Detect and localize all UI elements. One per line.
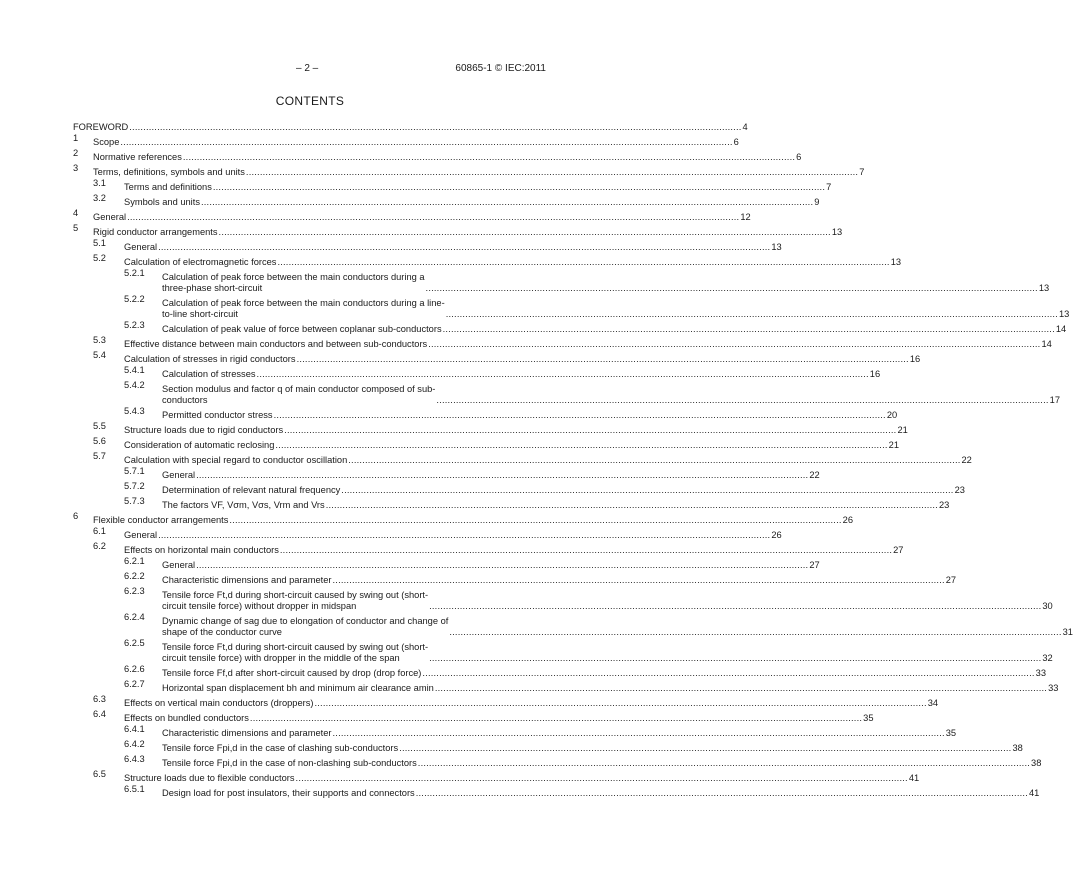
dot-leader: [196, 470, 808, 481]
toc-entry-title: General: [162, 560, 196, 570]
dot-leader: [250, 713, 862, 724]
dot-leader: [201, 197, 813, 208]
dot-leader: [129, 122, 741, 133]
dot-leader: [428, 339, 1040, 350]
toc-entry-page: 27: [945, 575, 957, 585]
toc-entry-page: 7: [859, 167, 865, 177]
dot-leader: [183, 152, 795, 163]
toc-entry-number: 6.4.3: [124, 754, 145, 764]
toc-entry-number: 5.2.1: [124, 268, 145, 278]
toc-entry-number: 5.4: [93, 350, 106, 360]
toc-entry-number: 4: [73, 208, 79, 218]
toc-entry-page: 17: [1049, 395, 1060, 405]
toc-entry-number: 6: [73, 511, 79, 521]
toc-entry-number: 1: [73, 133, 79, 143]
dot-leader: [443, 324, 1055, 335]
toc-entry-page: 22: [809, 470, 820, 480]
toc-entry[interactable]: [73, 178, 832, 193]
toc-entry-number: 6.5.1: [124, 784, 145, 794]
dot-leader: [348, 455, 960, 466]
toc-entry[interactable]: [73, 253, 902, 268]
dot-leader: [297, 354, 909, 365]
toc-entry-page: 27: [809, 560, 820, 570]
dot-leader: [341, 485, 953, 496]
toc-entry-page: 27: [893, 545, 904, 555]
toc-entry-title: General: [93, 212, 127, 222]
dot-leader: [429, 601, 1041, 612]
toc-entry-title: Effective distance between main conductors and between sub-conductors: [124, 339, 428, 349]
toc-entry-page: 26: [771, 530, 782, 540]
toc-entry-page: 7: [826, 182, 832, 192]
toc-entry[interactable]: [73, 496, 950, 511]
dot-leader: [280, 545, 892, 556]
toc-entry[interactable]: [73, 268, 1050, 294]
dot-leader: [246, 167, 858, 178]
toc-entry[interactable]: [73, 365, 881, 380]
toc-entry-number: 6.5: [93, 769, 106, 779]
toc-entry-number: 5.2: [93, 253, 106, 263]
toc-entry-title: Design load for post insulators, their supports and connectors: [162, 788, 415, 798]
dot-leader: [213, 182, 825, 193]
toc-entry-page: 35: [945, 728, 957, 738]
toc-entry-title: Terms and definitions: [124, 182, 212, 192]
toc-entry-number: 5.4.3: [124, 406, 145, 416]
dot-leader: [422, 668, 1034, 679]
page-title: CONTENTS: [275, 94, 345, 108]
toc-entry-number: 6.2.1: [124, 556, 145, 566]
toc-entry-page: 41: [1028, 788, 1040, 798]
toc-entry-page: 33: [1048, 683, 1059, 693]
toc-entry-title: Rigid conductor arrangements: [93, 227, 218, 237]
toc-entry-page: 13: [831, 227, 843, 237]
toc-entry-number: 5.7.1: [124, 466, 145, 476]
toc-entry-title: Structure loads due to rigid conductors: [124, 425, 284, 435]
toc-entry[interactable]: [73, 118, 748, 133]
dot-leader: [296, 773, 908, 784]
dot-leader: [449, 627, 1061, 638]
toc-entry[interactable]: [73, 481, 965, 496]
toc-entry-title: Tensile force Ft,d during short-circuit caused by swing out (short- circuit tensile force) with dropper in the middle of the span: [162, 642, 429, 663]
toc-entry-title: Calculation of stresses in rigid conductors: [124, 354, 296, 364]
toc-entry-title: Calculation of stresses: [162, 369, 256, 379]
toc-entry[interactable]: [73, 193, 820, 208]
toc-entry[interactable]: [73, 380, 1060, 406]
toc-entry-title: Horizontal span displacement bh and minimum air clearance amin: [162, 683, 434, 693]
toc-entry-page: 6: [796, 152, 802, 162]
toc-entry[interactable]: [73, 526, 782, 541]
toc-entry[interactable]: [73, 709, 874, 724]
toc-entry[interactable]: [73, 556, 820, 571]
toc-entry-page: 16: [909, 354, 921, 364]
toc-entry[interactable]: [73, 739, 1023, 754]
toc-entry[interactable]: [73, 466, 820, 481]
toc-entry[interactable]: [73, 612, 1073, 638]
toc-entry-number: 6.4: [93, 709, 106, 719]
toc-entry-page: 12: [740, 212, 751, 222]
toc-entry-page: 38: [1012, 743, 1023, 753]
toc-entry[interactable]: [73, 451, 972, 466]
toc-entry-number: 3.1: [93, 178, 106, 188]
toc-entry[interactable]: [73, 754, 1042, 769]
toc-entry-page: 9: [814, 197, 820, 207]
toc-entry-number: 6.2.5: [124, 638, 145, 648]
page-number: – 2 –: [296, 63, 319, 74]
standard-reference: 60865-1 © IEC:2011: [455, 63, 546, 74]
toc-entry[interactable]: [73, 694, 939, 709]
toc-entry[interactable]: [73, 406, 898, 421]
dot-leader: [196, 560, 808, 571]
toc-entry-page: 21: [888, 440, 899, 450]
toc-entry-number: 5.7.3: [124, 496, 145, 506]
toc-entry[interactable]: [73, 421, 908, 436]
toc-entry-number: 5.3: [93, 335, 106, 345]
dot-leader: [274, 410, 886, 421]
toc-entry[interactable]: [73, 436, 899, 451]
toc-entry[interactable]: [73, 223, 843, 238]
toc-entry-page: 14: [1041, 339, 1052, 349]
toc-entry-page: 13: [771, 242, 782, 252]
toc-entry-title: Calculation of peak value of force between coplanar sub-conductors: [162, 324, 442, 334]
dot-leader: [127, 212, 739, 223]
toc-entry[interactable]: [73, 679, 1059, 694]
toc-entry-title: Scope: [93, 137, 120, 147]
dot-leader: [436, 395, 1048, 406]
toc-entry-number: 6.4.1: [124, 724, 145, 734]
toc-entry-title: Effects on bundled conductors: [124, 713, 249, 723]
toc-entry-title: Permitted conductor stress: [162, 410, 273, 420]
toc-entry-page: 13: [1038, 283, 1050, 293]
dot-leader: [229, 515, 841, 526]
toc-entry-number: 5.6: [93, 436, 106, 446]
toc-entry-number: 6.3: [93, 694, 106, 704]
toc-entry-title: Terms, definitions, symbols and units: [93, 167, 245, 177]
dot-leader: [435, 683, 1047, 694]
dot-leader: [219, 227, 831, 238]
toc-entry-number: 3.2: [93, 193, 106, 203]
toc-entry-number: 6.4.2: [124, 739, 145, 749]
toc-entry-number: 6.2: [93, 541, 106, 551]
toc-entry-title: Normative references: [93, 152, 182, 162]
toc-entry-number: 5.7.2: [124, 481, 145, 491]
dot-leader: [158, 530, 770, 541]
toc-entry-number: 5.7: [93, 451, 106, 461]
dot-leader: [399, 743, 1011, 754]
toc-entry-number: 5.4.1: [124, 365, 145, 375]
toc-entry[interactable]: [73, 541, 904, 556]
toc-entry-page: 26: [842, 515, 853, 525]
dot-leader: [326, 500, 938, 511]
toc-entry-title: Effects on horizontal main conductors: [124, 545, 279, 555]
toc-entry-title: General: [162, 470, 196, 480]
toc-entry-number: 6.2.4: [124, 612, 145, 622]
toc-entry-number: 6.2.2: [124, 571, 145, 581]
toc-entry-page: 4: [742, 122, 748, 132]
toc-entry-number: 5: [73, 223, 79, 233]
toc-entry-page: 16: [869, 369, 881, 379]
dot-leader: [158, 242, 770, 253]
dot-leader: [333, 575, 945, 586]
toc-entry-title: Characteristic dimensions and parameter: [162, 728, 332, 738]
toc-entry-title: Determination of relevant natural frequency: [162, 485, 341, 495]
toc-entry-title: The factors VF, Vσm, Vσs, Vrm and Vrs: [162, 500, 325, 510]
toc-entry[interactable]: [73, 664, 1046, 679]
dot-leader: [120, 137, 732, 148]
toc-entry[interactable]: [73, 586, 1053, 612]
dot-leader: [418, 758, 1030, 769]
toc-entry-title: Characteristic dimensions and parameter: [162, 575, 332, 585]
toc-entry-page: 38: [1031, 758, 1042, 768]
toc-entry-number: 5.4.2: [124, 380, 145, 390]
toc-entry-number: 5.2.2: [124, 294, 145, 304]
toc-entry-page: 21: [897, 425, 908, 435]
dot-leader: [446, 309, 1058, 320]
toc-entry-page: 32: [1042, 653, 1053, 663]
toc-entry-page: 31: [1062, 627, 1073, 637]
toc-entry[interactable]: [73, 571, 957, 586]
toc-entry-title: Symbols and units: [124, 197, 200, 207]
toc-entry[interactable]: [73, 350, 921, 365]
toc-entry-title: Tensile force Ft,d during short-circuit caused by swing out (short- circuit tensile force) without dropper in midspan: [162, 590, 429, 611]
dot-leader: [426, 283, 1038, 294]
toc-entry[interactable]: [73, 163, 865, 178]
toc-entry[interactable]: [73, 784, 1040, 799]
toc-entry[interactable]: [73, 638, 1053, 664]
toc-entry-page: 30: [1042, 601, 1053, 611]
toc-entry-title: Dynamic change of sag due to elongation of conductor and change of shape of the conductor curve: [162, 616, 449, 637]
toc-entry[interactable]: [73, 724, 957, 739]
table-of-contents: [73, 118, 1073, 799]
toc-entry-page: 33: [1035, 668, 1046, 678]
toc-entry-title: Consideration of automatic reclosing: [124, 440, 275, 450]
dot-leader: [284, 425, 896, 436]
toc-entry-title: Calculation with special regard to conductor oscillation: [124, 455, 348, 465]
toc-entry-number: 6.2.7: [124, 679, 145, 689]
toc-entry-title: Calculation of peak force between the main conductors during a three-phase short-circuit: [162, 272, 425, 293]
toc-entry-page: 13: [1058, 309, 1070, 319]
toc-entry-title: General: [124, 530, 158, 540]
toc-entry-number: 6.2.3: [124, 586, 145, 596]
toc-entry-title: Effects on vertical main conductors (droppers): [124, 698, 314, 708]
dot-leader: [314, 698, 926, 709]
toc-entry-number: 5.1: [93, 238, 106, 248]
toc-entry-title: Tensile force Fpi,d in the case of clashing sub-conductors: [162, 743, 399, 753]
toc-entry-number: 6.2.6: [124, 664, 145, 674]
toc-entry-title: Tensile force Ff,d after short-circuit caused by drop (drop force): [162, 668, 422, 678]
toc-entry[interactable]: [73, 769, 920, 784]
toc-entry[interactable]: [73, 294, 1070, 320]
toc-entry-page: 6: [733, 137, 739, 147]
toc-entry[interactable]: [73, 238, 782, 253]
toc-entry-title: Section modulus and factor q of main conductor composed of sub- conductors: [162, 384, 436, 405]
dot-leader: [277, 257, 889, 268]
toc-entry-number: 5.2.3: [124, 320, 145, 330]
dot-leader: [257, 369, 869, 380]
toc-entry-page: 34: [927, 698, 939, 708]
toc-entry-number: 6.1: [93, 526, 106, 536]
dot-leader: [275, 440, 887, 451]
toc-entry-title: Calculation of electromagnetic forces: [124, 257, 277, 267]
toc-entry-page: 20: [886, 410, 898, 420]
toc-entry-page: 35: [863, 713, 874, 723]
toc-entry-page: 23: [954, 485, 965, 495]
toc-entry-page: 23: [938, 500, 950, 510]
toc-entry-page: 14: [1055, 324, 1067, 334]
toc-entry-page: 22: [961, 455, 972, 465]
toc-entry-title: Flexible conductor arrangements: [93, 515, 229, 525]
toc-entry-title: FOREWORD: [73, 122, 129, 132]
toc-entry-number: 3: [73, 163, 79, 173]
toc-entry[interactable]: [73, 320, 1067, 335]
dot-leader: [333, 728, 945, 739]
dot-leader: [429, 653, 1041, 664]
toc-entry-title: General: [124, 242, 158, 252]
toc-entry[interactable]: [73, 335, 1052, 350]
toc-entry-page: 41: [908, 773, 920, 783]
toc-entry[interactable]: [73, 133, 739, 148]
toc-entry-page: 13: [890, 257, 902, 267]
toc-entry-number: 2: [73, 148, 79, 158]
dot-leader: [416, 788, 1028, 799]
toc-entry-number: 5.5: [93, 421, 106, 431]
toc-entry[interactable]: [73, 148, 802, 163]
toc-entry[interactable]: [73, 511, 853, 526]
toc-entry[interactable]: [73, 208, 751, 223]
toc-entry-title: Tensile force Fpi,d in the case of non-clashing sub-conductors: [162, 758, 417, 768]
toc-entry-title: Calculation of peak force between the main conductors during a line- to-line short-circuit: [162, 298, 445, 319]
toc-entry-title: Structure loads due to flexible conductors: [124, 773, 295, 783]
